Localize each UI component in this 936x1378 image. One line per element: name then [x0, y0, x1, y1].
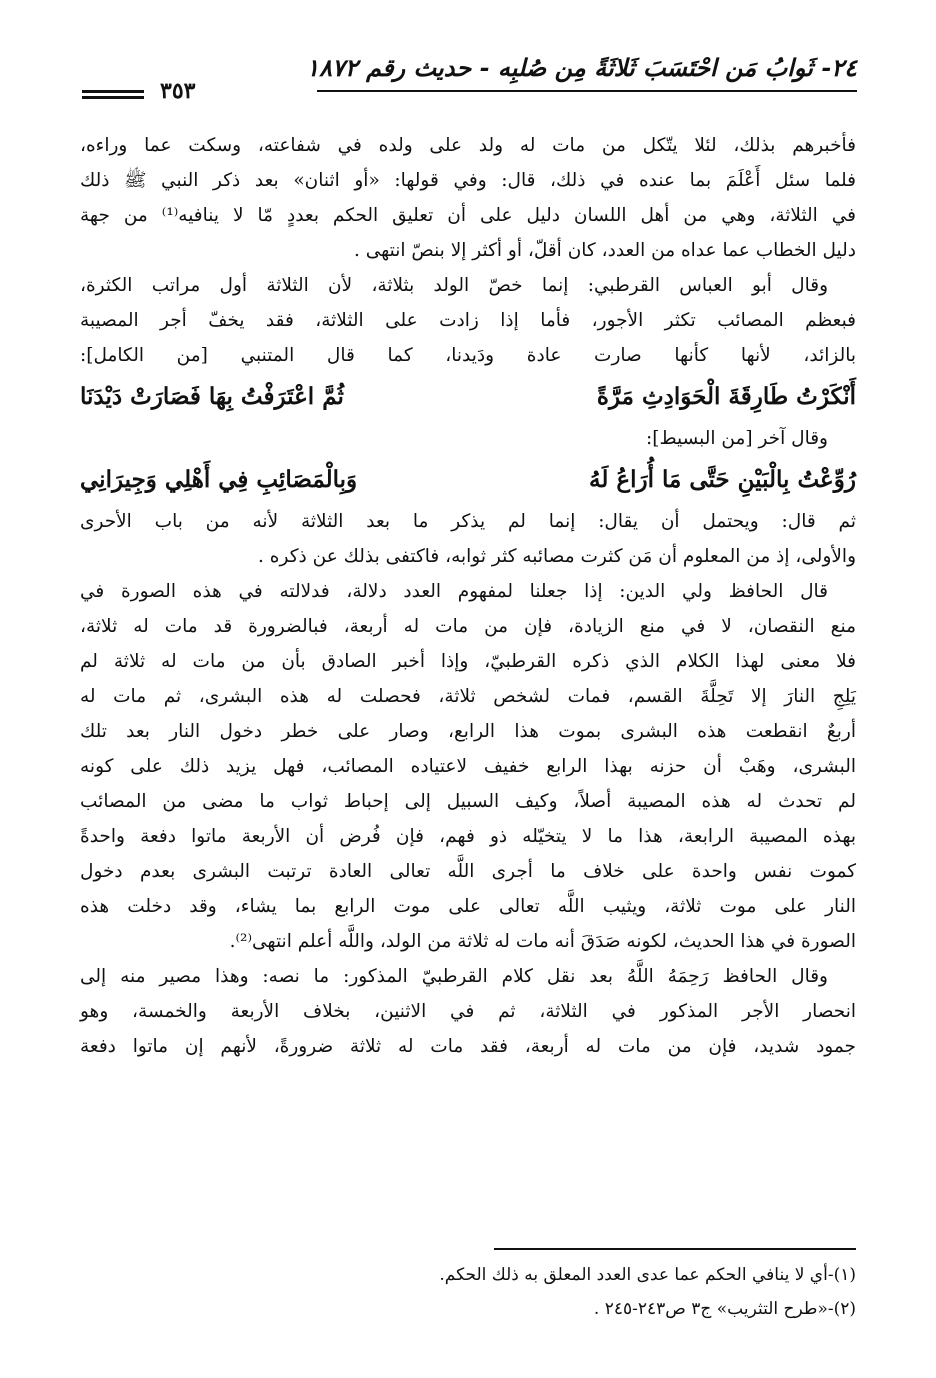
text-line: في الثلاثة، وهي من أهل اللسان دليل على أن تعليق الحكم بعددٍ مّا لا ينافيه⁽¹⁾ من جهة: [80, 205, 856, 226]
text-line: بهذه المصيبة الرابعة، هذا ما لا يتخيّله ذو فهم، فإن فُرض أن الأربعة ماتوا دفعة واحدةً: [80, 826, 856, 847]
text-line: بالزائد، لأنها كأنها صارت عادة ودَيدنا، كما قال المتنبي [من الكامل]:: [80, 345, 856, 366]
running-title: ٢٤- ثَوابُ مَن احْتَسَبَ ثَلاثَةً مِن صُلبِه - حديث رقم ١٨٧٢: [306, 53, 857, 82]
text-line: فلا معنى لهذا الكلام الذي ذكره القرطبيّ، وإذا أخبر الصادق بأن من مات له ثلاثة لم: [80, 651, 856, 672]
text-line: دليل الخطاب عما عداه من العدد، كان أقلّ، أو أكثر إلا بنصّ انتهى .: [353, 240, 856, 261]
text-line: منع النقصان، لا في منع الزيادة، فإن من مات له أربعة، فبالضرورة قد مات له ثلاثة،: [80, 616, 856, 637]
text-line: قال الحافظ ولي الدين: إذا جعلنا لمفهوم العدد دلالة، فدلالته في هذه الصورة في: [80, 581, 828, 602]
text-line: كموت نفس واحدة على خلاف ما أجرى اللَّه تعالى العادة ترتبت البشرى بعدم دخول: [80, 861, 856, 882]
text-line: لم تحدث له هذه المصيبة أصلاً، وكيف السبيل إلى إحباط ثواب ما مضى من المصائب: [80, 791, 856, 812]
text-line: وقال أبو العباس القرطبي: إنما خصّ الولد بثلاثة، لأن الثلاثة أول مراتب الكثرة،: [80, 275, 828, 296]
text-line: ثم قال: ويحتمل أن يقال: إنما لم يذكر ما بعد الثلاثة لأنه من باب الأحرى: [80, 511, 856, 532]
verse-second-hemistich: ثُمَّ اعْتَرَفْتُ بِهَا فَصَارَتْ دَيْدَنَا: [80, 383, 344, 410]
text-line: وقال آخر [من البسيط]:: [646, 428, 828, 449]
poetry-verse: [80, 456, 856, 504]
text-line: انحصار الأجر المذكور في الثلاثة، ثم في الاثنين، بخلاف الأربعة والخمسة، وهو: [80, 1001, 856, 1022]
text-line: الصورة في هذا الحديث، لكونه صَدَقَ أنه مات له ثلاثة من الولد، واللَّه أعلم انتهى⁽²⁾.: [229, 931, 856, 952]
footnote: (١)-أي لا ينافي الحكم عما عدى العدد المعلق به ذلك الحكم.: [439, 1265, 856, 1285]
text-line: النار على موت ثلاثة، ويثيب اللَّه تعالى على موت الرابع بما يشاء، وقد دخلت هذه: [80, 896, 856, 917]
page-header: [82, 52, 857, 112]
footnote-rule: [494, 1248, 856, 1250]
verse-first-hemistich: رُوِّعْتُ بِالْبَيْنِ حَتَّى مَا أُرَاعُ لَهُ: [589, 466, 856, 493]
verse-first-hemistich: أَنْكَرْتُ طَارِقَةَ الْحَوَادِثِ مَرَّةً: [596, 383, 856, 410]
text-line: يَلِجِ النارَ إلا تَحِلَّةَ القسم، فمات لشخص ثلاثة، فحصلت له هذه البشرى، ثم مات له: [80, 686, 856, 707]
text-line: والأولى، إذ من المعلوم أن مَن كثرت مصائبه كثر ثوابه، فاكتفى بذلك عن ذكره .: [258, 546, 856, 567]
poetry-verse: [80, 373, 856, 421]
page-number-rule: [82, 90, 144, 99]
header-rule: [317, 90, 857, 92]
text-line: فبعظم المصائب تكثر الأجور، فأما إذا زادت على الثلاثة، فقد يخفّ أجر المصيبة: [80, 310, 856, 331]
text-line: فلما سئل أَعْلَمَ بما عنده في ذلك، قال: وفي قولها: «أو اثنان» بعد ذكر النبي ﷺ ذلك: [80, 170, 856, 191]
text-line: البشرى، وهَبْ أن حزنه بهذا الرابع خفيف لاعتياده المصائب، فهل يزيد ذلك على كونه: [80, 756, 856, 777]
body-text: [80, 128, 856, 1064]
text-line: وقال الحافظ رَحِمَهُ اللَّهُ بعد نقل كلام القرطبيّ المذكور: ما نصه: وهذا مصير منه إلى: [80, 966, 828, 987]
footnote: (٢)-«طرح التثريب» ج٣ ص٢٤٣-٢٤٥ .: [593, 1299, 856, 1319]
page-number: ٣٥٣: [160, 78, 196, 104]
verse-second-hemistich: وَبِالْمَصَائِبِ فِي أَهْلِي وَجِيرَانِي: [80, 466, 358, 493]
footnotes: [80, 1258, 856, 1326]
text-line: جمود شديد، فإن من مات له أربعة، فقد مات له ثلاثة ضرورةً، لأنهم إن ماتوا دفعة: [80, 1036, 856, 1057]
text-line: فأخبرهم بذلك، لئلا يتّكل من مات له ولد على ولده في شفاعته، وسكت عما وراءه،: [80, 135, 856, 156]
text-line: أربعٌ انقطعت هذه البشرى بموت هذا الرابع، وصار على خطر دخول النار بعد تلك: [80, 721, 856, 742]
